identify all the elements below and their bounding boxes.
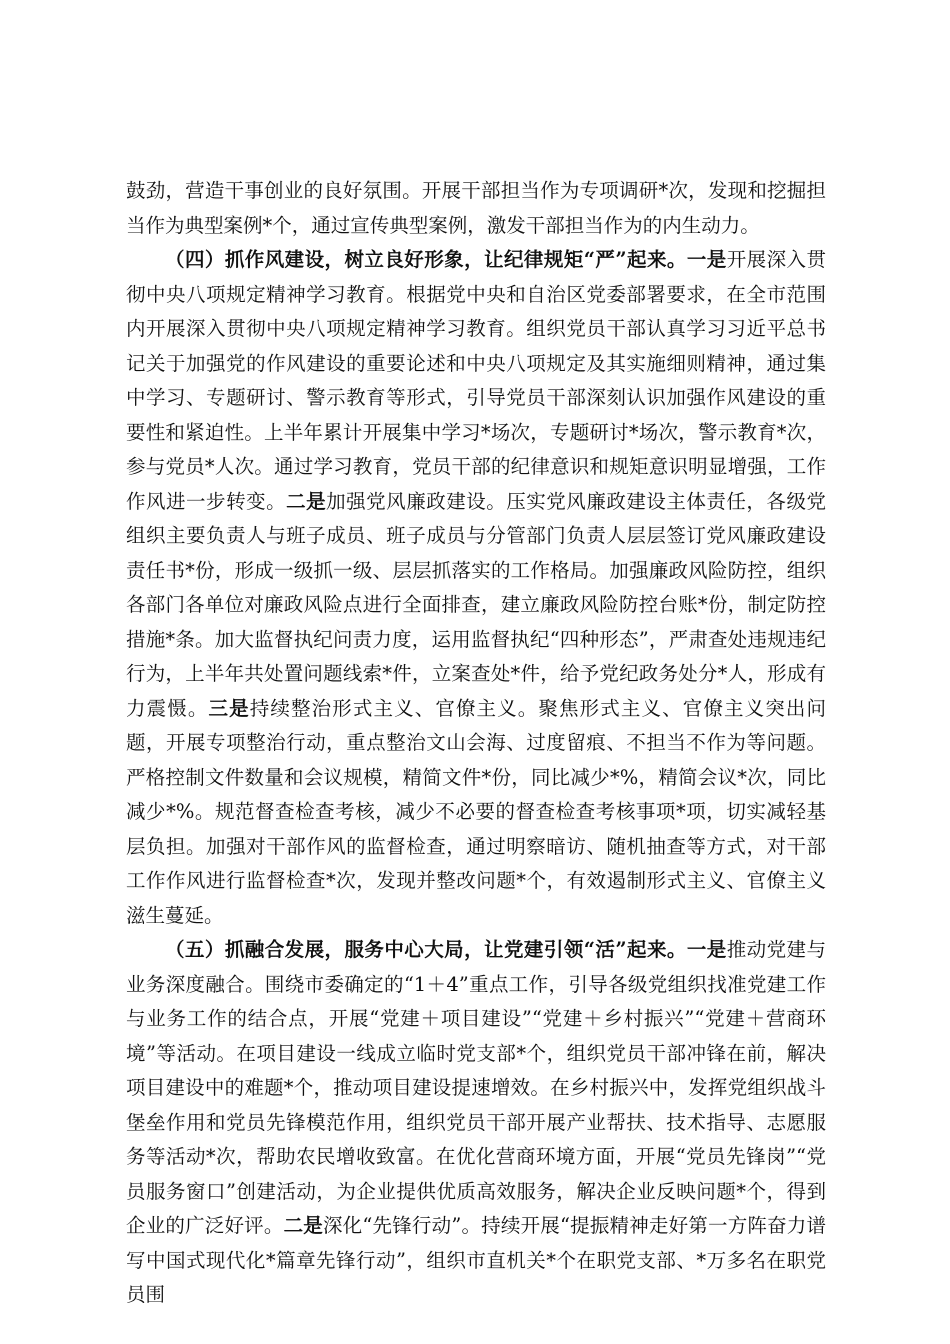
document-body	[126, 174, 826, 1313]
text-run: 加强党风廉政建设。压实党风廉政建设主体责任，各级党组织主要负责人与班子成员、班子成员与分管部门负责人层层签订党风廉政建设责任书*份，形成一级抓一级、层层抓落实的工作格局。加强廉政风险防控，组织各部门各单位对廉政风险点进行全面排查，建立廉政风险防控台账*份，制定防控措施*条。加大监督执纪问责力度，运用监督执纪“四种形态”，严肃查处违规违纪行为，上半年共处置问题线索*件，立案查处*件，给予党纪政务处分*人，形成有力震慑。	[126, 489, 826, 720]
section-four-heading: （四）抓作风建设，树立良好形象，让纪律规矩“严”起来。一是	[165, 248, 727, 271]
text-run: 持续整治形式主义、官僚主义。聚焦形式主义、官僚主义突出问题，开展专项整治行动，重点整治文山会海、过度留痕、不担当不作为等问题。严格控制文件数量和会议规模，精简文件*份，同比减少*%，精简会议*次，同比减少*%。规范督查检查考核，减少不必要的督查检查考核事项*项，切实减轻基层负担。加强对干部作风的监督检查，通过明察暗访、随机抽查等方式，对干部工作作风进行监督检查*次，发现并整改问题*个，有效遏制形式主义、官僚主义滋生蔓延。	[126, 696, 826, 927]
section-five-heading: （五）抓融合发展，服务中心大局，让党建引领“活”起来。一是	[165, 938, 727, 961]
paragraph-section-five	[126, 933, 826, 1313]
text-run: 推动党建与业务深度融合。围绕市委确定的“1＋4”重点工作，引导各级党组织找准党建工作与业务工作的结合点，开展“党建＋项目建设”“党建＋乡村振兴”“党建＋营商环境”等活动。在项目建设一线成立临时党支部*个，组织党员干部冲锋在前，解决项目建设中的难题*个，推动项目建设提速增效。在乡村振兴中，发挥党组织战斗堡垒作用和党员先锋模范作用，组织党员干部开展产业帮扶、技术指导、志愿服务等活动*次，帮助农民增收致富。在优化营商环境方面，开展“党员先锋岗”“党员服务窗口”创建活动，为企业提供优质高效服务，解决企业反映问题*个，得到企业的广泛好评。	[126, 938, 826, 1237]
paragraph-section-four	[126, 243, 826, 933]
point-two-label: 二是	[283, 1214, 323, 1237]
paragraph-continuation	[126, 174, 826, 243]
text-run: 开展深入贯彻中央八项规定精神学习教育。根据党中央和自治区党委部署要求，在全市范围内开展深入贯彻中央八项规定精神学习教育。组织党员干部认真学习习近平总书记关于加强党的作风建设的重要论述和中央八项规定及其实施细则精神，通过集中学习、专题研讨、警示教育等形式，引导党员干部深刻认识加强作风建设的重要性和紧迫性。上半年累计开展集中学习*场次，专题研讨*场次，警示教育*次，参与党员*人次。通过学习教育，党员干部的纪律意识和规矩意识明显增强，工作作风进一步转变。	[126, 248, 826, 513]
text-run: 鼓劲，营造干事创业的良好氛围。开展干部担当作为专项调研*次，发现和挖掘担当作为典型案例*个，通过宣传典型案例，激发干部担当作为的内生动力。	[126, 179, 826, 237]
text-run: 深化“先锋行动”。持续开展“提振精神走好第一方阵奋力谱写中国式现代化*篇章先锋行动”，组织市直机关*个在职党支部、*万多名在职党员围	[126, 1214, 826, 1306]
point-three-label: 三是	[208, 696, 250, 720]
point-two-label: 二是	[286, 489, 327, 513]
